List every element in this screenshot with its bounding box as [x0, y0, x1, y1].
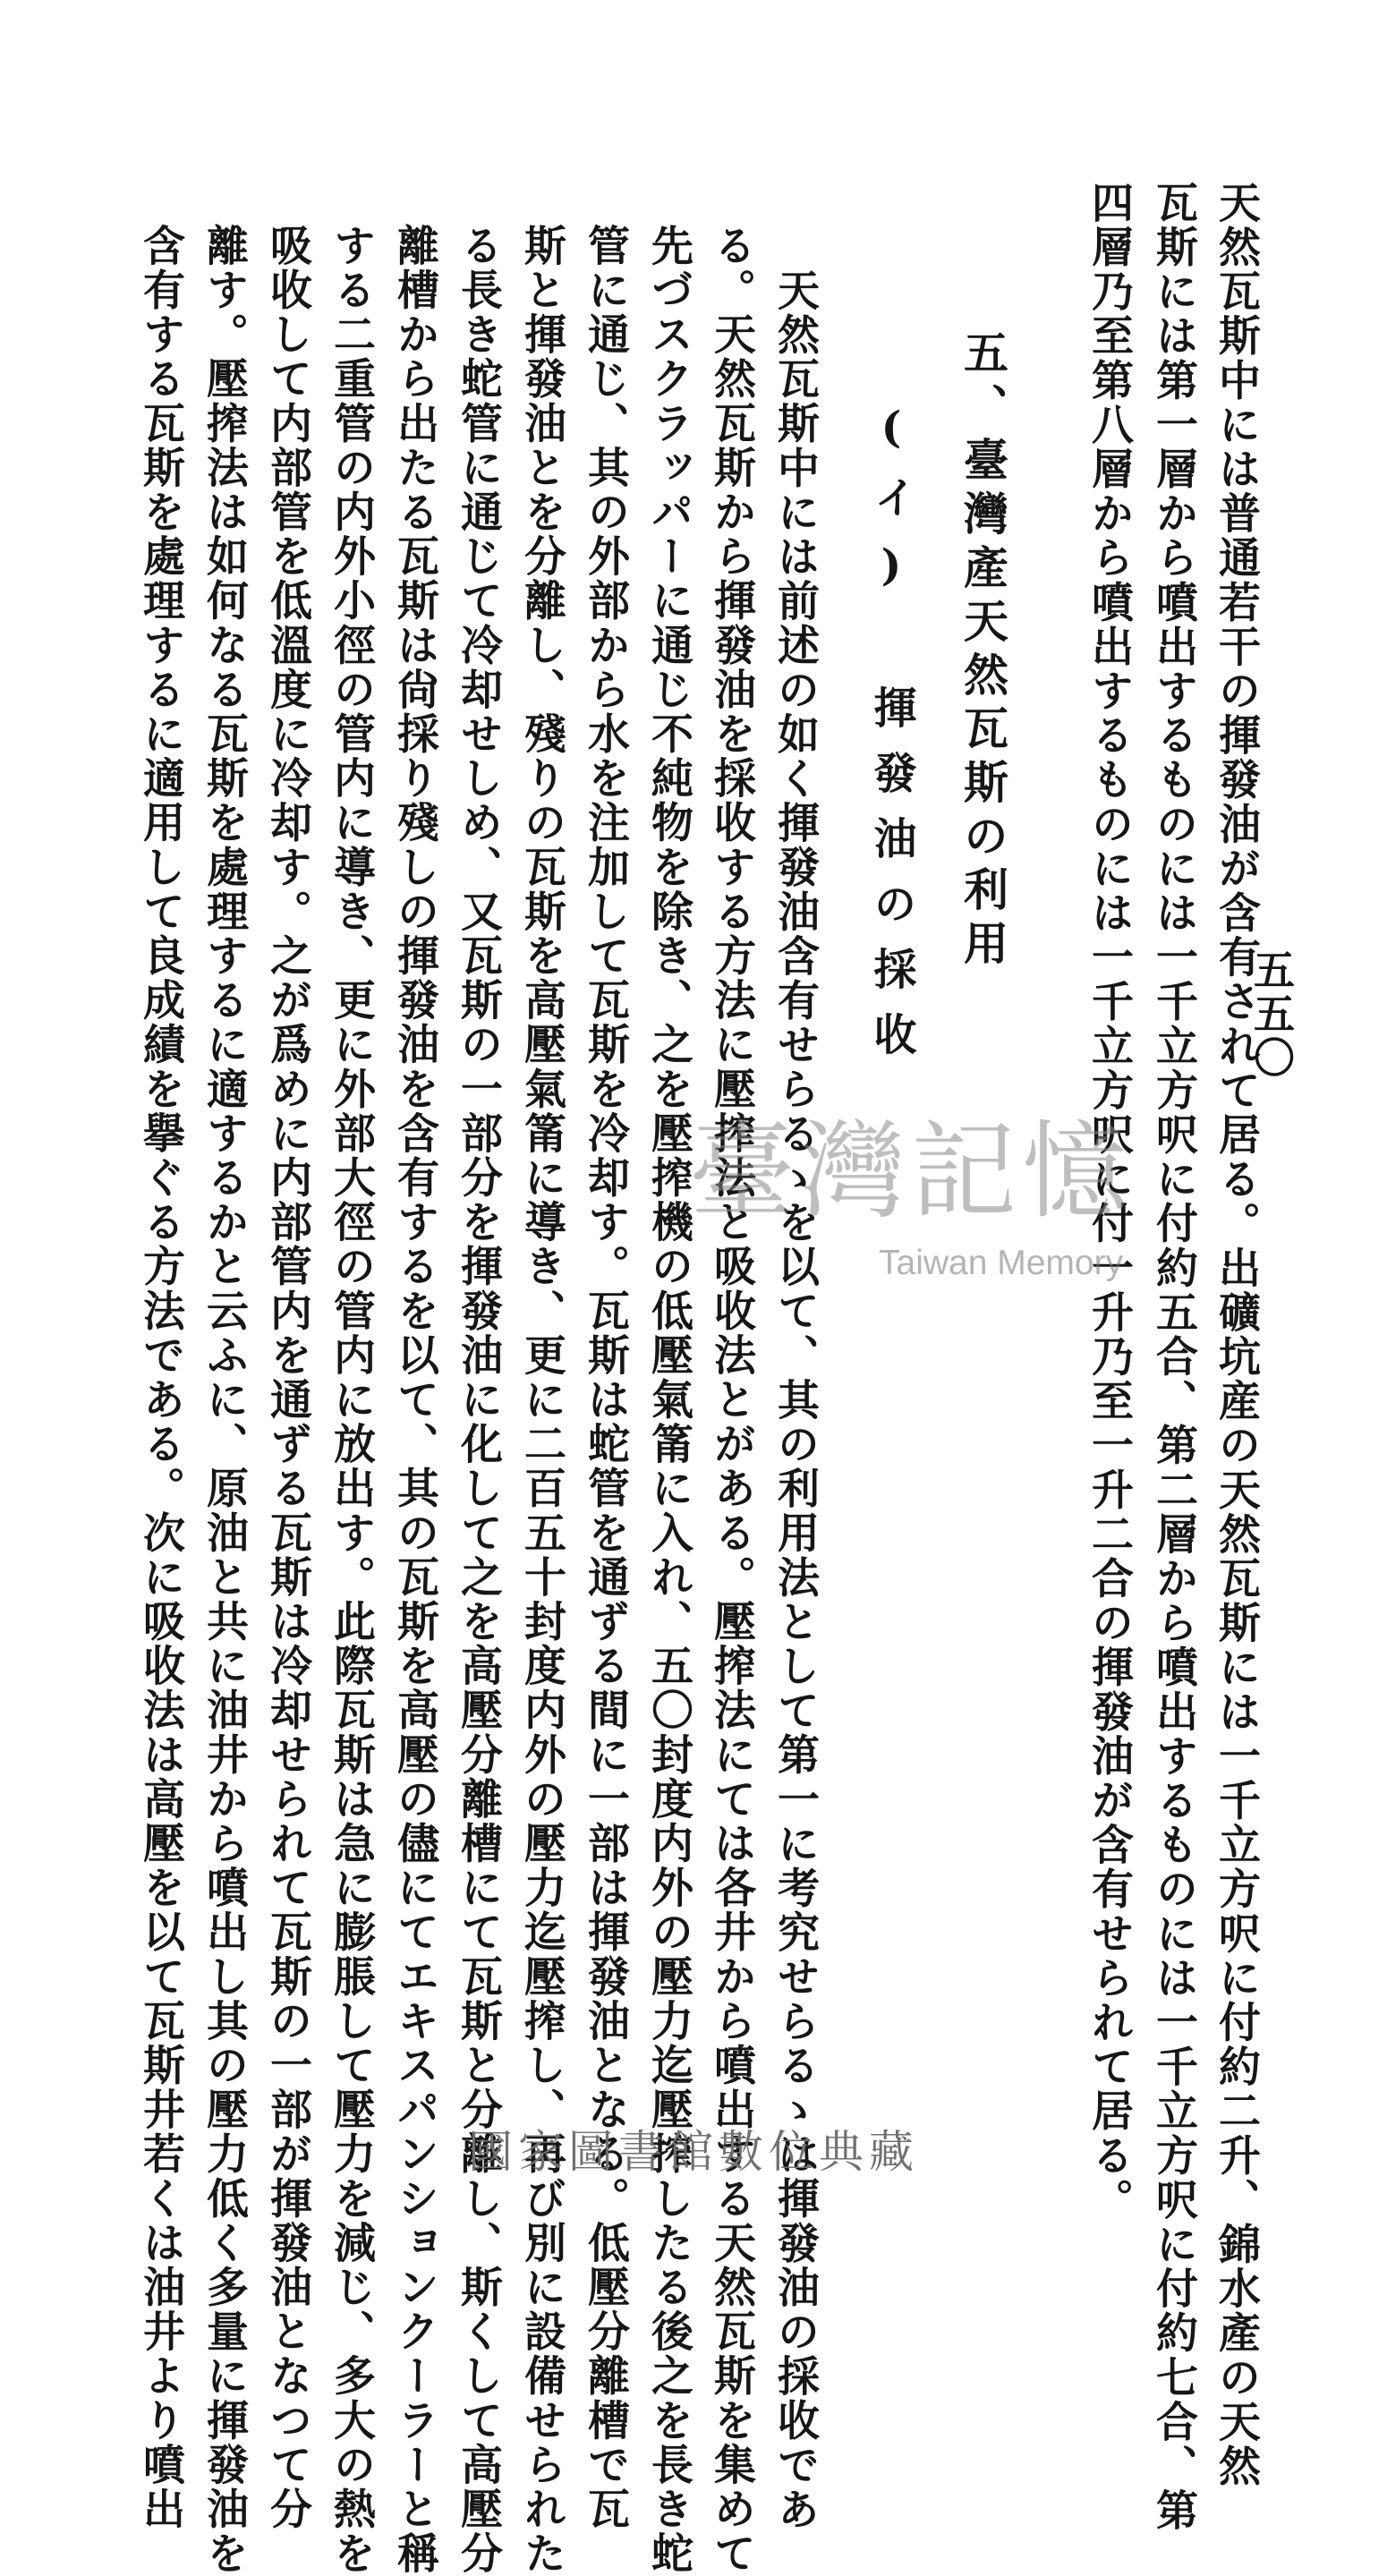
taiwan-memory-watermark [689, 1109, 1134, 1297]
watermark-logo-text: 臺灣記憶 [689, 1109, 1134, 1233]
paragraph-2-line: る。天然瓦斯から揮發油を採收する方法に壓搾法と吸收法とがある。壓搾法にては各井から噴出する天然瓦斯を集めて [707, 224, 756, 2576]
footer-credit: 國家圖書館數位典藏 [468, 2126, 919, 2178]
paragraph-2-line: 離す。壓搾法は如何なる瓦斯を處理するに適するかと云ふに、原油と共に油井から噴出し其の壓力低く多量に揮發油を [200, 224, 249, 2576]
paragraph-2-line: 離槽から出たる瓦斯は尙採り殘しの揮發油を含有するを以て、其の瓦斯を高壓の儘にてエキスパンションクーラーと稱 [390, 224, 439, 2576]
paragraph-2-line: する二重管の内外小徑の管内に導き、更に外部大徑の管内に放出す。此際瓦斯は急に膨脹して壓力を減じ、多大の熱を [327, 224, 376, 2576]
paragraph-2-line: る長き蛇管に通じて冷却せしめ、又瓦斯の一部分を揮發油に化して之を高壓分離槽にて瓦斯と分離し、斯くして高壓分 [454, 224, 503, 2576]
watermark-subtitle: Taiwan Memory [879, 1244, 1124, 1282]
subsection-heading: (イ) 揮發油の採收 [866, 403, 916, 1077]
paragraph-2-line: 管に通じ、其の外部から水を注加して瓦斯を冷却す。瓦斯は蛇管を通ずる間に一部は揮發油となる。低壓分離槽で瓦 [581, 224, 630, 2532]
paragraph-2-line: 斯と揮發油とを分離し、殘りの瓦斯を高壓氣筩に導き、更に二百五十封度内外の壓力迄壓搾し、再び別に設備せられた [517, 224, 566, 2576]
paragraph-2-line: 含有する瓦斯を處理するに適用して良成績を擧ぐる方法である。次に吸收法は高壓を以て瓦斯井若くは油井より噴出 [136, 224, 185, 2532]
paragraph-2-line: 吸收して内部管を低溫度に冷却す。之が爲めに内部管内を通ずる瓦斯は冷却せられて瓦斯の一部が揮發油となつて分 [263, 224, 312, 2532]
paragraph-1-line: 天然瓦斯中には普通若干の揮發油が含有されて居る。出礦坑産の天然瓦斯には一千立方呎に付約二升、錦水產の天然 [1212, 181, 1261, 2489]
paragraph-2-line: 先づスクラッパーに通じ不純物を除き、之を壓搾機の低壓氣筩に入れ、五〇封度内外の壓力迄壓搾したる後之を長き蛇 [644, 224, 694, 2576]
paragraph-1-line: 四層乃至第八層から噴出するものには一千立方呎に付一升乃至一升二合の揮發油が含有せられて居る。 [1085, 181, 1134, 2223]
paragraph-2-line: 天然瓦斯中には前述の如く揮發油含有せらるゝを以て、其の利用法として第一に考究せらるゝは揮發油の採收であ [770, 268, 820, 2532]
page-number: 五五〇 [1247, 948, 1296, 1080]
section-heading: 五、臺灣產天然瓦斯の利用 [957, 329, 1009, 973]
paragraph-1-line: 瓦斯には第一層から噴出するものには一千立方呎に付約五合、第二層から噴出するものには一千立方呎に付約七合、第 [1149, 181, 1198, 2533]
